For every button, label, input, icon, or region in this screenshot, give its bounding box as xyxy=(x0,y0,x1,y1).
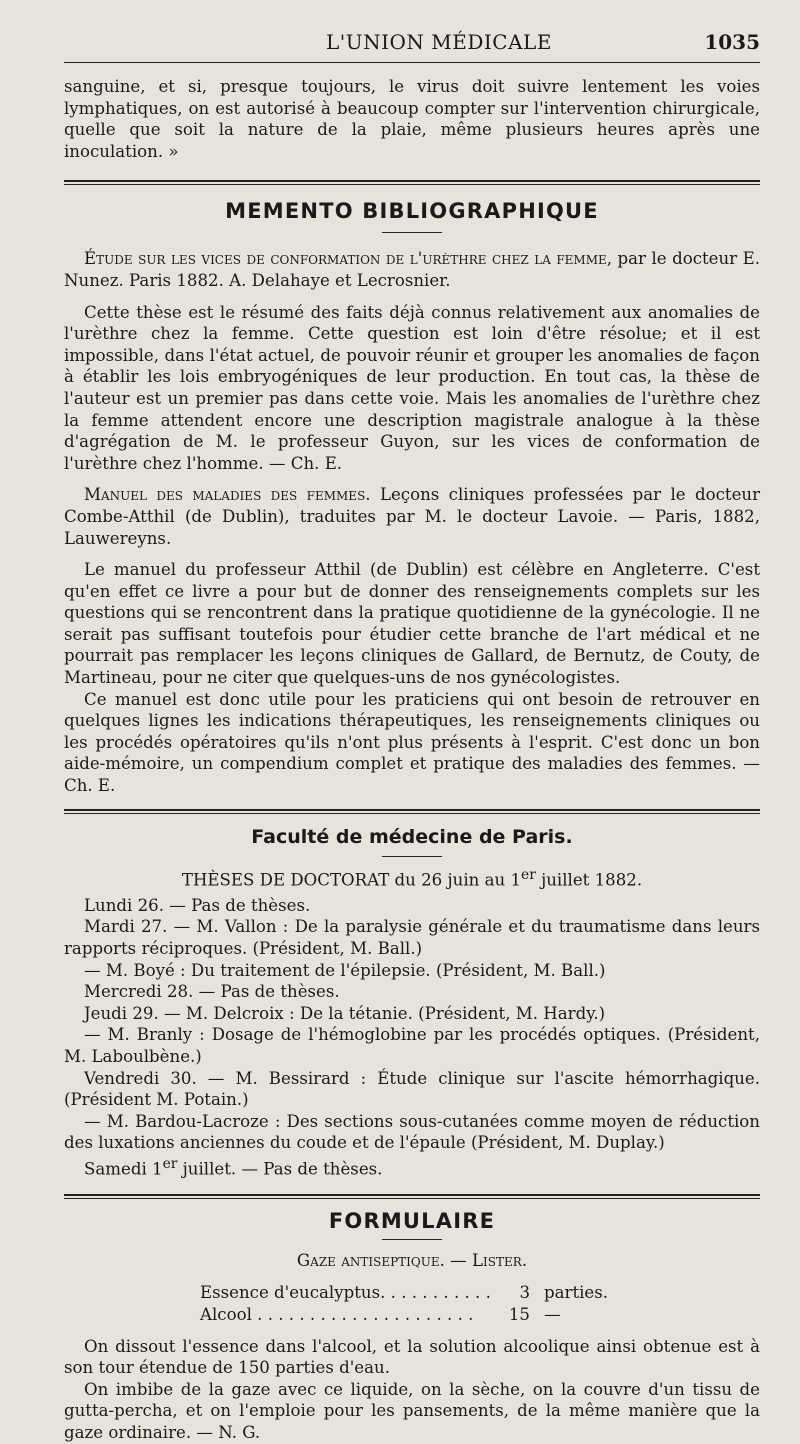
formula-instructions-1: On dissout l'essence dans l'alcool, et la solution alcoolique ainsi obtenue est à son tour étendue de 150 parties d'eau. xyxy=(64,1336,760,1378)
book2-citation-rest: . Leçons cliniques professées par le docteur Combe-Atthil (de Dublin), traduites par M. le docteur Lavoie. — Paris, 1882, Lauwereyns. xyxy=(64,485,761,548)
thesis-entry: — M. Boyé : Du traitement de l'épilepsie. (Président, M. Ball.) xyxy=(84,960,606,980)
header-rule xyxy=(64,62,760,63)
ingredient-row xyxy=(200,1304,760,1326)
formula-ingredients xyxy=(200,1282,760,1326)
thesis-entry: — M. Branly : Dosage de l'hémoglobine par les procédés optiques. (Président, M. Laboulbène.) xyxy=(64,1025,760,1066)
book1-title: Étude sur les vices de conformation de l'urèthre chez la femme xyxy=(84,249,607,269)
ingredient-name: Alcool . . . . . . . . . . . . . . . . . . . . . xyxy=(200,1304,474,1324)
thesis-entry: Lundi 26. — Pas de thèses. xyxy=(84,895,311,915)
thesis-entry: Jeudi 29. — M. Delcroix : De la tétanie. (Président, M. Hardy.) xyxy=(84,1003,606,1023)
formulaire-title: FORMULAIRE xyxy=(328,1209,496,1233)
theses-subtitle xyxy=(64,865,760,891)
book2-title: Manuel des maladies des femmes xyxy=(84,485,366,505)
thesis-entry: Mardi 27. — M. Vallon : De la paralysie générale et du traumatisme dans leurs rapports réciproques. (Président, M. Ball.) xyxy=(64,917,760,958)
thesis-last-prefix: Samedi 1 xyxy=(84,1159,163,1179)
formula-subtitle: Gaze antiseptique. — Lister. xyxy=(296,1251,528,1270)
ingredient-name: Essence d'eucalyptus. . . . . . . . . . . xyxy=(200,1282,491,1302)
theses-subtitle-prefix: THÈSES DE DOCTORAT du 26 juin au 1 xyxy=(181,870,522,890)
thesis-entry xyxy=(64,1154,760,1180)
theses-subtitle-sup: er xyxy=(521,866,536,883)
thesis-last-sup: er xyxy=(162,1155,178,1172)
theses-subtitle-suffix: juillet 1882. xyxy=(535,870,643,890)
theses-list xyxy=(64,895,760,1180)
ingredient-qty: 15 xyxy=(508,1304,530,1324)
ingredient-unit: — xyxy=(544,1304,561,1324)
intro-paragraph: sanguine, et si, presque toujours, le virus doit suivre lentement les voies lymphatiques, on est autorisé à beaucoup compter sur l'intervention chirurgicale, quelle que soit la nature de la plaie, même plusieurs heures après une inoculation. » xyxy=(64,77,760,161)
book1-citation xyxy=(64,248,760,291)
page-number: 1035 xyxy=(704,30,760,54)
page-content xyxy=(64,76,760,1444)
running-title: L'UNION MÉDICALE xyxy=(326,30,552,54)
formula-instructions-2: On imbibe de la gaze avec ce liquide, on la sèche, on la couvre d'un tissu de gutta-percha, et on l'emploie pour les pansements, de la même manière que la gaze ordinaire. — N. G. xyxy=(64,1379,760,1442)
book2-review-p2: Ce manuel est donc utile pour les praticiens qui ont besoin de retrouver en quelques lignes les indications thérapeutiques, les renseignements cliniques ou les procédés opératoires qu'ils n'ont plus présents à l'esprit. C'est donc un bon aide-mémoire, un compendium complet et pratique des maladies des femmes. — Ch. E. xyxy=(64,689,760,796)
thesis-last-suffix: juillet. — Pas de thèses. xyxy=(177,1159,383,1179)
page-header xyxy=(64,30,760,60)
thesis-entry: Mercredi 28. — Pas de thèses. xyxy=(84,982,340,1002)
memento-title: MEMENTO BIBLIOGRAPHIQUE xyxy=(225,199,599,224)
thesis-entry: — M. Bardou-Lacroze : Des sections sous-cutanées comme moyen de réduction des luxations anciennes du coude et de l'épaule (Président, M. Duplay.) xyxy=(64,1111,760,1153)
ingredient-unit: parties. xyxy=(544,1282,609,1302)
ingredient-qty: 3 xyxy=(519,1282,530,1302)
book1-citation-rest: , par le docteur E. Nunez. Paris 1882. A. Delahaye et Lecrosnier. xyxy=(64,249,760,290)
faculte-title: Faculté de médecine de Paris. xyxy=(251,825,573,848)
book2-citation xyxy=(64,484,760,549)
thesis-entry: Vendredi 30. — M. Bessirard : Étude clinique sur l'ascite hémorrhagique. (Président M. Potain.) xyxy=(64,1068,760,1110)
book1-review: Cette thèse est le résumé des faits déjà connus relativement aux anomalies de l'urèthre chez la femme. Cette question est loin d'être résolue; et il est impossible, dans l'état actuel, de pouvoir réunir et grouper les anomalies de façon à établir les lois embryogéniques de leur production. En tout cas, la thèse de l'auteur est un premier pas dans cette voie. Mais les anomalies de l'urèthre chez la femme attendent encore une description magistrale analogue à la thèse d'agrégation de M. le professeur Guyon, sur les vices de conformation de l'urèthre chez l'homme. — Ch. E. xyxy=(64,302,760,473)
ingredient-row xyxy=(200,1282,760,1304)
book2-review-p1: Le manuel du professeur Atthil (de Dublin) est célèbre en Angleterre. C'est qu'en effet ce livre a pour but de donner des renseignements complets sur les questions qui se rencontrent dans la pratique quotidienne de la gynécologie. Il ne serait pas suffisant toutefois pour étudier cette branche de l'art médical et ne pourrait pas remplacer les leçons cliniques de Gallard, de Bernutz, de Couty, de Martineau, pour ne citer que quelques-uns de nos gynécologistes. xyxy=(64,560,760,688)
